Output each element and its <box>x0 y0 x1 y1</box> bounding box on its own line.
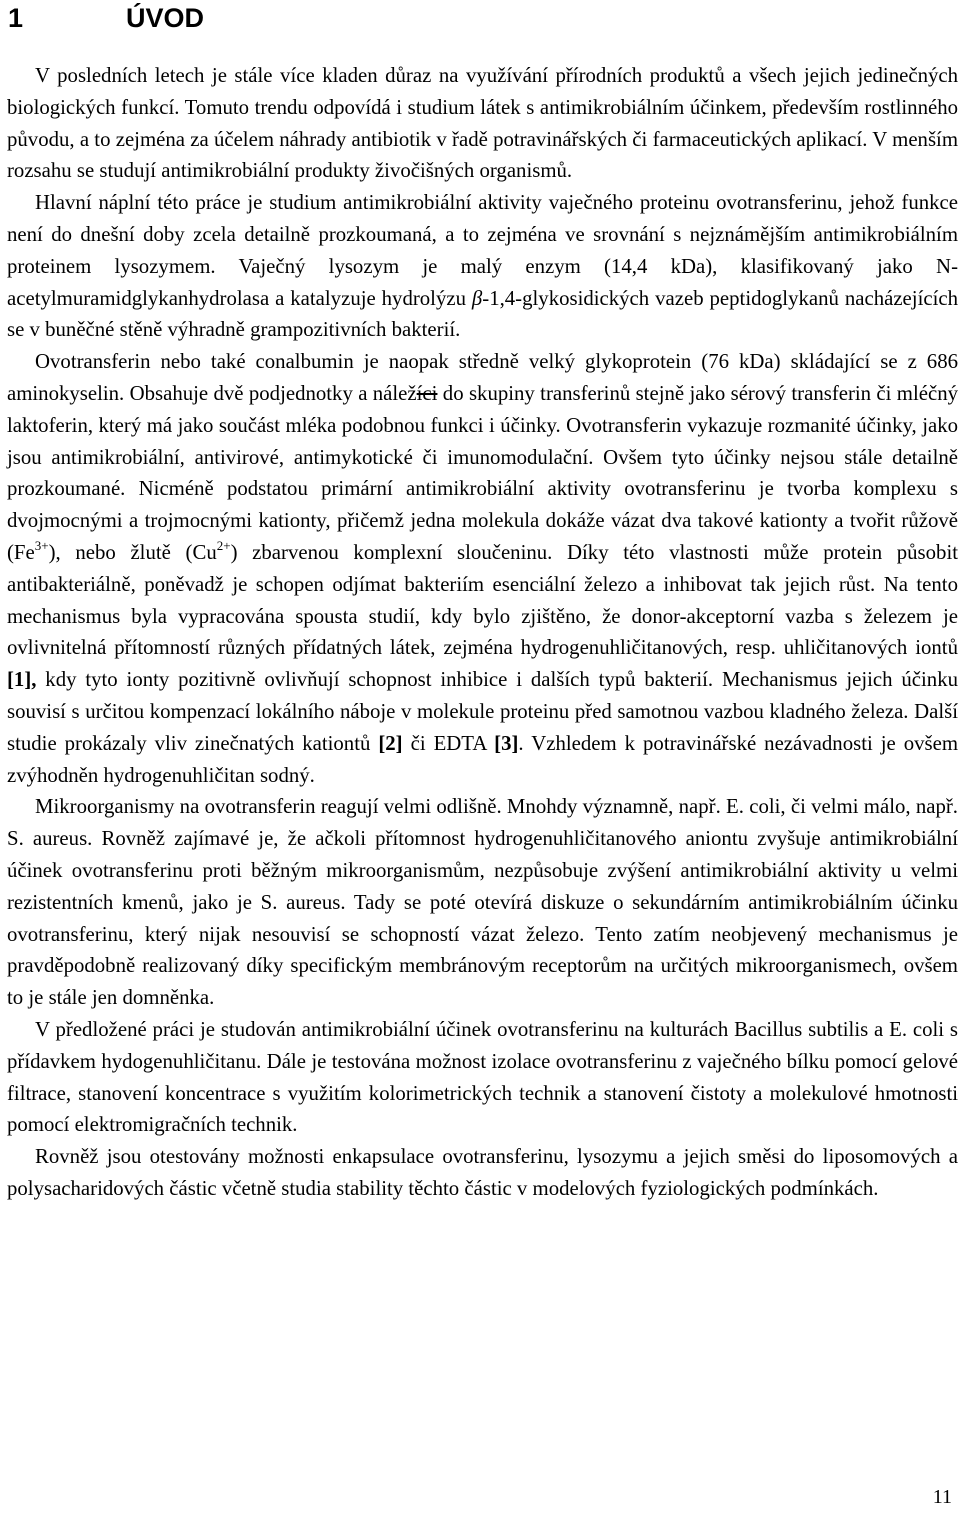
page-number: 11 <box>932 1486 952 1508</box>
superscript-charge: 2+ <box>216 538 231 554</box>
struck-text: íci <box>416 381 438 405</box>
paragraph-text: Mikroorganismy na ovotransferin reagují velmi odlišně. Mnohdy významně, např. E. coli, či velmi málo, např. S. aureus. Rovněž zajímavé je, že ačkoli přítomnost hydrogenuhličitanového aniontu zvyšuje antimikrobiální účinek ovotransferinu proti běžným mikroorganismům, nezpůsobuje zvýšení antimikrobiální aktivity u velmi rezistentních kmenů, jako je S. aureus. Tady se poté otevírá diskuze o sekundárním antimikrobiálním účinku ovotransferinu, který nijak nesouvisí se schopností vázat železo. Tento zatím neobjevený mechanismus je pravděpodobně realizovaný díky specifickým membránovým receptorům na určitých mikroorganismech, ovšem to je stále jen domněnka. <box>7 795 958 1010</box>
paragraph-text: do skupiny transferinů stejně jako sérový transferin či mléčný laktoferin, který má jako součást mléka podobnou funkci i účinky. Ovotransferin vykazuje rozmanité účinky, jako jsou antimikrobiální, antivirové, antimykotické či imunomodulační. Ovšem tyto účinky nejsou stále detailně prozkoumané. Nicméně podstatou primární antimikrobiální aktivity ovotransferinu je tvorba komplexu s dvojmocnými a trojmocnými kationty, přičemž jedna molekula dokáže vázat dva takové kationty a tvořit růžově (Fe <box>7 381 959 564</box>
chapter-body <box>7 60 958 1205</box>
citation-ref: [3] <box>494 731 519 755</box>
paragraph-text: Hlavní náplní této práce je studium antimikrobiální aktivity vaječného proteinu ovotransferinu, jehož funkce není do dnešní doby zcela detailně prozkoumaná, a to zejména ve srovnání s nejznámějším antimikrobiálním proteinem lysozymem. Vaječný lysozym je malý enzym (14,4 kDa), klasifikovaný jako N-acetylmuramidglykanhydrolasa a katalyzuje hydrolýzu <box>7 191 958 310</box>
paragraph-text: ), nebo žlutě (Cu <box>48 540 217 564</box>
paragraph-methods <box>7 1014 958 1141</box>
paragraph-microorganisms <box>7 791 958 1014</box>
paragraph-text: V posledních letech je stále více kladen důraz na využívání přírodních produktů a všech jejich jedinečných biologických funkcí. Tomuto trendu odpovídá i studium látek s antimikrobiálním účinkem, především rostlinného původu, a to zejména za účelem náhrady antibiotik v řadě potravinářských či farmaceutických aplikací. V menším rozsahu se studují antimikrobiální produkty živočišných organismů. <box>7 64 958 183</box>
citation-ref: [2] <box>378 731 403 755</box>
paragraph-text: či EDTA <box>402 731 495 755</box>
chapter-heading <box>8 0 204 36</box>
paragraph-text: kdy tyto ionty pozitivně ovlivňují schopnost inhibice i dalších typů bakterií. Mechanismus jejich účinku souvisí s určitou kompenzací lokálního náboje v molekule proteinu před samotnou vazbou kladného železa. Další studie prokázaly vliv zinečnatých kationtů <box>7 668 958 755</box>
paragraph-aim <box>7 187 958 346</box>
beta-symbol: β <box>471 286 483 310</box>
superscript-charge: 3+ <box>34 538 49 554</box>
citation-ref: [1], <box>7 668 37 692</box>
paragraph-ovotransferin <box>7 346 958 791</box>
chapter-title: ÚVOD <box>126 3 205 33</box>
paragraph-intro <box>7 60 958 187</box>
paragraph-text: -1,4-glykosidických vazeb peptidoglykanů nacházejících se v buněčné stěně výhradně grampozitivních bakterií. <box>7 286 958 342</box>
paragraph-text: ) zbarvenou komplexní sloučeninu. Díky této vlastnosti může protein působit antibakteriálně, poněvadž je schopen odjímat bakteriím esenciální železo a inhibovat tak jejich růst. Na tento mechanismus byla vypracována spousta studií, kdy bylo zjištěno, že donor-akceptorní vazba s železem je ovlivnitelná přítomností různých přídatných látek, zejména hydrogenuhličitanových, resp. uhličitanových iontů <box>7 540 959 660</box>
chapter-number: 1 <box>8 3 24 33</box>
paragraph-text: Ovotransferin nebo také conalbumin je naopak středně velký glykoprotein (76 kDa) skládající se z 686 aminokyselin. Obsahuje dvě podjednotky a nálež <box>7 350 958 405</box>
paragraph-text: Rovněž jsou otestovány možnosti enkapsulace ovotransferinu, lysozymu a jejich směsi do liposomových a polysacharidových částic včetně studia stability těchto částic v modelových fyziologických podmínkách. <box>7 1145 958 1200</box>
paragraph-encapsulation <box>7 1141 958 1205</box>
paragraph-text: . Vzhledem k potravinářské nezávadnosti je ovšem zvýhodněn hydrogenuhličitan sodný. <box>7 731 958 787</box>
paragraph-text: V předložené práci je studován antimikrobiální účinek ovotransferinu na kulturách Bacillus subtilis a E. coli s přídavkem hydogenuhličitanu. Dále je testována možnost izolace ovotransferinu z vaječného bílku pomocí gelové filtrace, stanovení koncentrace s využitím kolorimetrických technik a stanovení čistoty a molekulové hmotnosti pomocí elektromigračních technik. <box>7 1017 958 1137</box>
